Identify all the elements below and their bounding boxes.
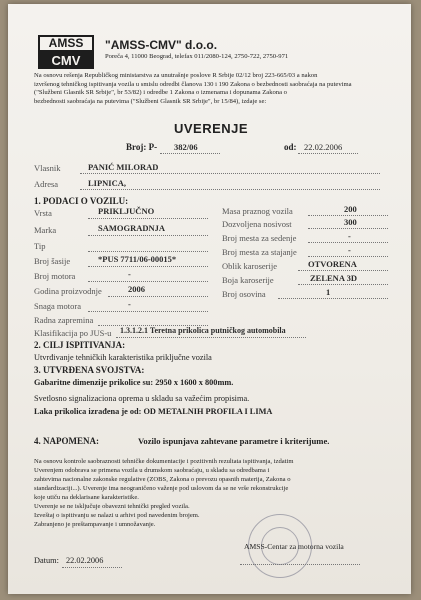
vlasnik-value: PANIĆ MILORAD xyxy=(88,162,159,172)
footer-line: Na osnovu kontrole saobraznosti tehničke dokumentacije i pozitivnih rezultata ispitivanja, izdatim xyxy=(34,458,294,465)
broj-value: 382/06 xyxy=(174,142,198,152)
org-address: Poreča 4, 11000 Beograd, telefax 011/2080-124, 2750-722, 2750-971 xyxy=(105,53,289,60)
field-label: Boja karoserije xyxy=(222,275,274,285)
field-value: - xyxy=(348,231,351,241)
field-value: - xyxy=(348,245,351,255)
od-label: od: xyxy=(284,142,297,152)
field-label: Snaga motora xyxy=(34,301,81,311)
certificate-paper xyxy=(8,4,411,594)
field-label: Broj motora xyxy=(34,271,76,281)
field-value: 1 xyxy=(326,287,331,297)
od-value: 22.02.2006 xyxy=(304,142,343,152)
field-value: 300 xyxy=(344,217,357,227)
adresa-value: LIPNICA, xyxy=(88,178,127,188)
klasifikacija-label: Klasifikacija po JUS-u xyxy=(34,328,112,338)
field-label: Masa praznog vozila xyxy=(222,206,293,216)
field-label: Broj mesta za sedenje xyxy=(222,233,297,243)
datum-label: Datum: xyxy=(34,556,59,565)
field-value: - xyxy=(128,299,131,309)
field-label: Vrsta xyxy=(34,208,52,218)
section-2-text: Utvrđivanje tehničkih karakteristika priključne vozila xyxy=(34,353,212,362)
field-value: OTVORENA xyxy=(308,259,357,269)
field-label: Broj osovina xyxy=(222,289,266,299)
section-3-line-1: Gabaritne dimenzije prikolice su: 2950 x 1600 x 800mm. xyxy=(34,378,234,387)
field-value: - xyxy=(128,269,131,279)
field-label: Marka xyxy=(34,225,57,235)
footer-line: Izveštaj o ispitivanju se nalazi u arhivi pod navedenim brojem. xyxy=(34,512,200,519)
section-4-text: Vozilo ispunjava zahtevane parametre i kriterijume. xyxy=(138,436,330,446)
field-value: *PUS 7711/06-00015* xyxy=(98,254,177,264)
logo-bottom-text: CMV xyxy=(38,52,94,69)
field-label: Tip xyxy=(34,241,46,251)
intro-line: bezbednosti saobraćaja na putevima ("Službeni Glasnik SR Srbije", br 15/84), izdaje se: xyxy=(34,97,267,105)
klasifikacija-value: 1.3.1.2.1 Teretna prikolica putničkog automobila xyxy=(120,326,286,335)
datum-value: 22.02.2006 xyxy=(66,556,104,565)
field-value: 2006 xyxy=(128,284,145,294)
section-3-heading: 3. UTVRĐENA SVOJSTVA: xyxy=(34,365,145,375)
field-label: Radna zapremina xyxy=(34,315,94,325)
footer-line: Uverenje se ne isključuje obavezni tehnički pregled vozila. xyxy=(34,503,190,510)
vlasnik-label: Vlasnik xyxy=(34,163,61,173)
field-label: Godina proizvodnje xyxy=(34,286,102,296)
field-label: Broj šasije xyxy=(34,256,71,266)
section-2-heading: 2. CILJ ISPITIVANJA: xyxy=(34,340,126,350)
intro-line: Na osnovu rešenja Republičkog ministarstva za unutrašnje poslove R Srbije 02/12 broj 223-665/03 a nakon xyxy=(34,72,318,79)
field-value: SAMOGRADNJA xyxy=(98,223,166,233)
footer-line: koje utiču na deklarisane karakteristike. xyxy=(34,494,139,501)
footer-line: zahtevima nacionalne zakonske regulative (ZOBS, Zakona o prevozu opasnih materija, Zakona o xyxy=(34,476,291,483)
section-3-line-2: Svetlosno signalizaciona oprema u skladu sa važećim propisima. xyxy=(34,394,250,403)
issuer-name: AMSS-Centar za motorna vozila xyxy=(244,542,344,551)
field-value: 200 xyxy=(344,204,357,214)
amss-cmv-logo xyxy=(38,35,94,69)
adresa-label: Adresa xyxy=(34,179,59,189)
field-label: Broj mesta za stajanje xyxy=(222,247,297,257)
field-label: Dozvoljena nosivost xyxy=(222,219,292,229)
section-1-heading: 1. PODACI O VOZILU: xyxy=(34,196,129,206)
footer-line: Zabranjeno je preštampavanje i umnožavanje. xyxy=(34,521,156,528)
document-title: UVERENJE xyxy=(174,121,249,136)
section-4-heading: 4. NAPOMENA: xyxy=(34,436,99,446)
field-label: Oblik karoserije xyxy=(222,261,277,271)
section-3-line-3: Laka prikolica izrađena je od: OD METALNIH PROFILA I LIMA xyxy=(34,407,273,416)
field-value: ZELENA 3D xyxy=(310,273,357,283)
field-value: PRIKLJUČNO xyxy=(98,206,155,216)
broj-label: Broj: P- xyxy=(126,142,158,152)
footer-line: standardizaciji...). Uverenje ima neograničeno važenje pod uslovom da se ne vrše rekonstrukcije xyxy=(34,485,289,492)
intro-line: ("Službeni Glasnik SR Srbije", br 53/82) i odredbe 1 Zakona o izmenama i dopunama Zakona o xyxy=(34,89,287,96)
footer-line: Uverenjem odobrava se primena vozila u drumskom saobraćaju, u skladu sa odredbama i xyxy=(34,467,270,474)
org-name: "AMSS-CMV" d.o.o. xyxy=(105,38,218,52)
intro-line: izvršenog tehničkog ispitivanja vozila u smislu odredbi članova 130 i 190 Zakona o bezbednosti saobraćaja na putevima xyxy=(34,80,352,88)
logo-top-text: AMSS xyxy=(38,35,94,52)
